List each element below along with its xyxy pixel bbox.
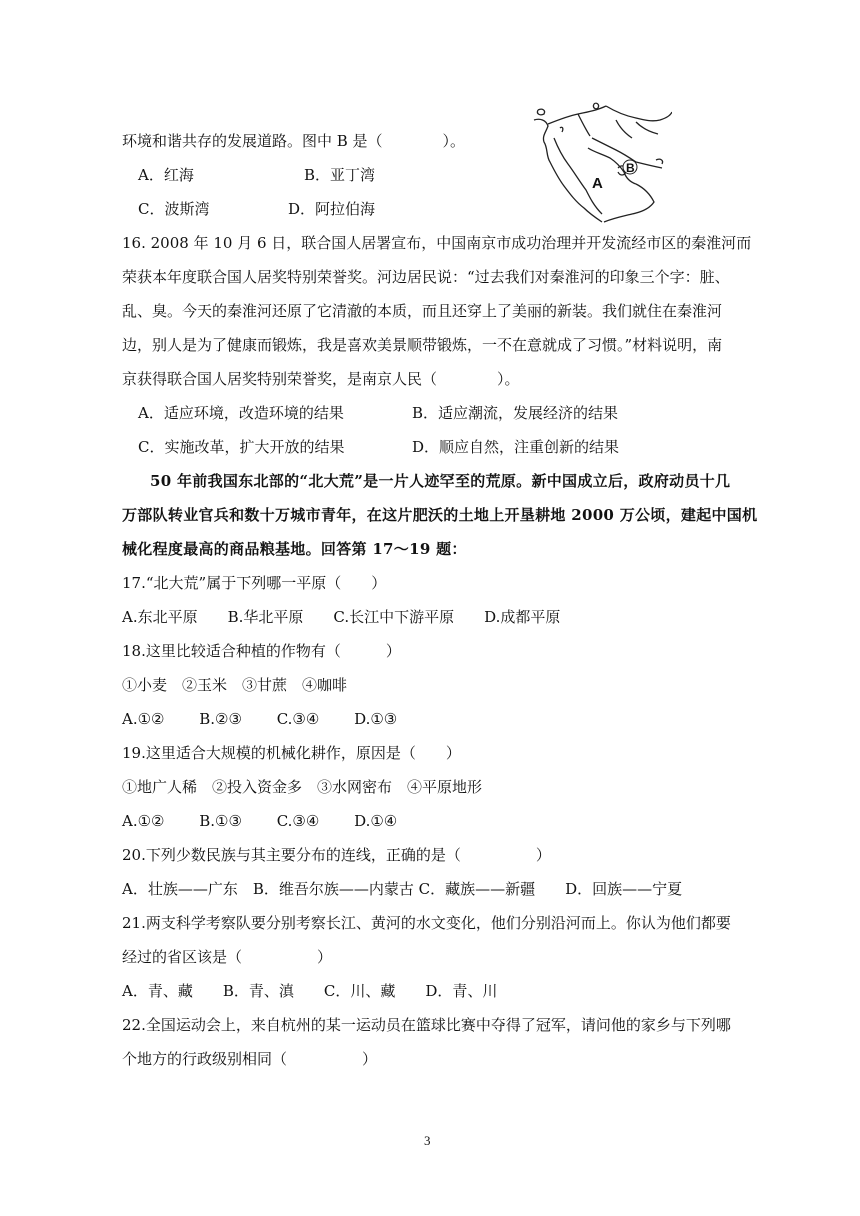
q16-line-4: 边，别人是为了健康而锻炼，我是喜欢美景顺带锻炼，一不在意就成了习惯。”材料说明，南 (122, 336, 723, 354)
passage-line-3: 械化程度最高的商品粮基地。回答第 17～19 题： (122, 540, 467, 558)
q16-option-c: C．实施改革，扩大开放的结果 (138, 438, 345, 456)
q18-stem: 18.这里比较适合种植的作物有（ ） (122, 642, 401, 660)
q18-items: ①小麦 ②玉米 ③甘蔗 ④咖啡 (122, 676, 348, 694)
q19-stem: 19.这里适合大规模的机械化耕作，原因是（ ） (122, 744, 461, 762)
q15-option-d: D．阿拉伯海 (288, 200, 376, 218)
passage-line-2: 万部队转业官兵和数十万城市青年，在这片肥沃的土地上开垦耕地 2000 万公顷，建起中国机 (122, 506, 758, 524)
q18-options: A.①② B.②③ C.③④ D.①③ (122, 710, 398, 728)
q15-option-a: A．红海 (138, 166, 194, 184)
q15-option-b: B．亚丁湾 (304, 166, 376, 184)
q17-stem: 17.“北大荒”属于下列哪一平原（ ） (122, 574, 387, 592)
q16-line-1: 16. 2008 年 10 月 6 日，联合国人居署宣布，中国南京市成功治理并开发流经市区的秦淮河而 (122, 234, 752, 252)
map-svg (532, 102, 672, 228)
map-label-b: B (626, 161, 635, 175)
q22-line-1: 22.全国运动会上，来自杭州的某一运动员在篮球比赛中夺得了冠军，请问他的家乡与下列哪 (122, 1016, 731, 1034)
q21-line-1: 21.两支科学考察队要分别考察长江、黄河的水文变化，他们分别沿河而上。你认为他们都要 (122, 914, 731, 932)
q16-option-b: B．适应潮流，发展经济的结果 (412, 404, 619, 422)
q16-option-a: A．适应环境，改造环境的结果 (138, 404, 344, 422)
q20-stem: 20.下列少数民族与其主要分布的连线，正确的是（ ） (122, 846, 551, 864)
q15-stem-line: 环境和谐共存的发展道路。图中 B 是（ ）。 (122, 132, 466, 150)
map-label-a: A (592, 175, 603, 192)
q16-line-5: 京获得联合国人居奖特别荣誉奖，是南京人民（ ）。 (122, 370, 520, 388)
q16-option-d: D．顺应自然，注重创新的结果 (412, 438, 620, 456)
q21-options: A．青、藏 B．青、滇 C．川、藏 D．青、川 (122, 982, 498, 1000)
q17-options: A.东北平原 B.华北平原 C.长江中下游平原 D.成都平原 (122, 608, 561, 626)
page-number: 3 (424, 1133, 431, 1148)
q19-options: A.①② B.①③ C.③④ D.①④ (122, 812, 398, 830)
q21-line-2: 经过的省区该是（ ） (122, 948, 333, 966)
q16-line-3: 乱、臭。今天的秦淮河还原了它清澈的本质，而且还穿上了美丽的新装。我们就住在秦淮河 (122, 302, 723, 320)
q16-line-2: 荣获本年度联合国人居奖特别荣誉奖。河边居民说：“过去我们对秦淮河的印象三个字：脏、 (122, 268, 730, 286)
q22-line-2: 个地方的行政级别相同（ ） (122, 1050, 378, 1068)
middle-east-map (532, 102, 672, 228)
q15-option-c: C．波斯湾 (138, 200, 210, 218)
q20-options: A．壮族——广东 B．维吾尔族——内蒙古 C．藏族——新疆 D．回族——宁夏 (122, 880, 683, 898)
passage-line-1: 50 年前我国东北部的“北大荒”是一片人迹罕至的荒原。新中国成立后，政府动员十几 (150, 472, 731, 490)
q19-items: ①地广人稀 ②投入资金多 ③水网密布 ④平原地形 (122, 778, 483, 796)
